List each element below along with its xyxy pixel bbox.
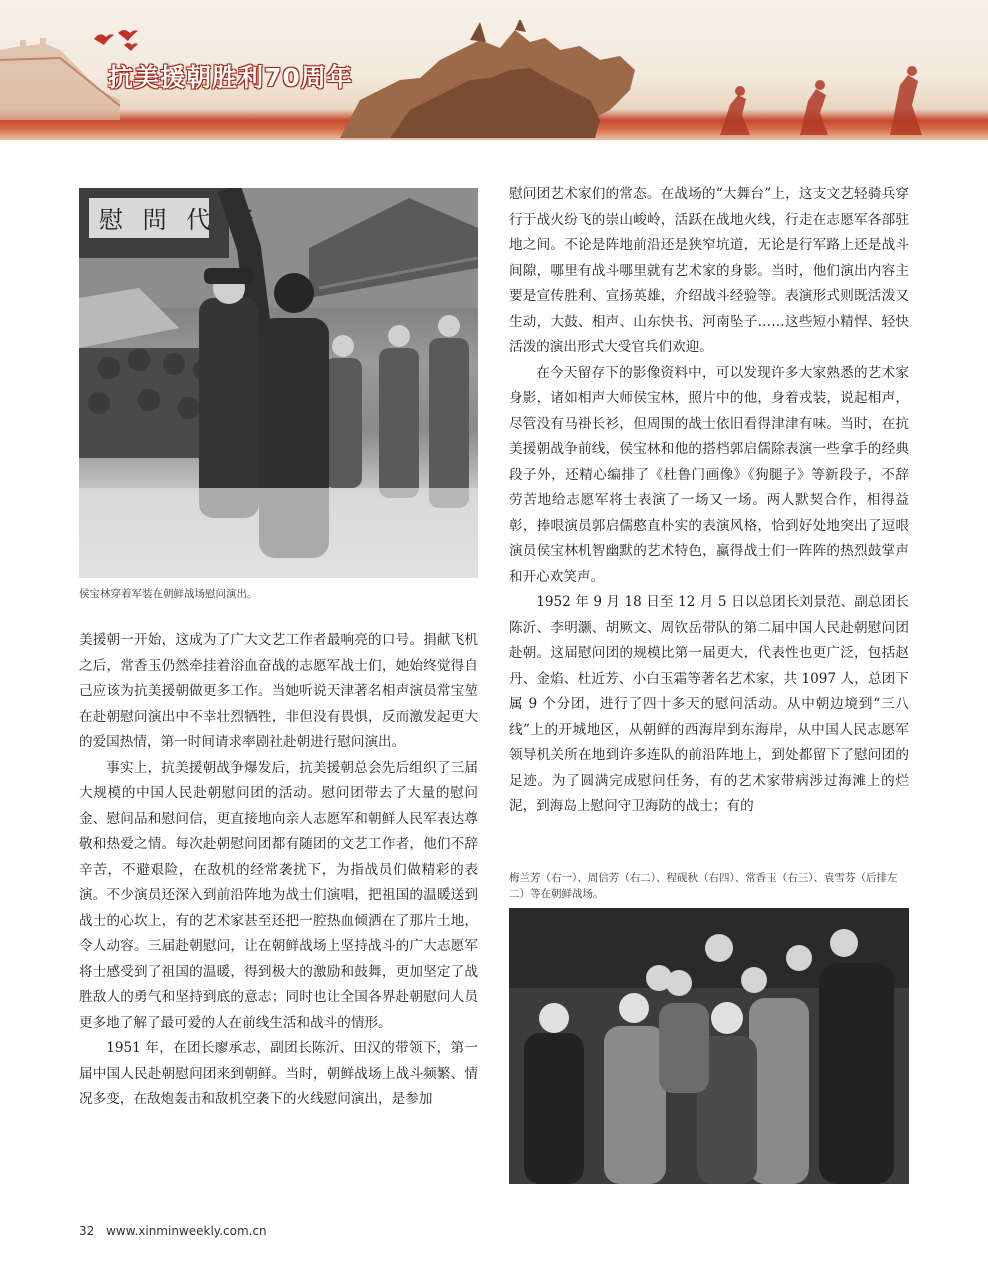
photo-banner-text: 慰 問 代 表	[99, 206, 260, 234]
page-banner	[0, 0, 988, 140]
group-portrait-graphic	[509, 908, 909, 1184]
soldier-sculpture-graphic	[330, 20, 650, 138]
paragraph: 1951 年，在团长廖承志，副团长陈沂、田汉的带领下，第一届中国人民赴朝慰问团来到朝鲜。当时，朝鲜战场上战斗频繁、情况多变，在敌炮轰击和敌机空袭下的火线慰问演出，是参加	[79, 1040, 478, 1107]
website-link[interactable]: www.xinminweekly.com.cn	[106, 1224, 267, 1238]
page-number: 32	[79, 1224, 95, 1238]
banner-title: 抗美援朝胜利70周年	[108, 63, 353, 92]
right-column-text	[509, 182, 909, 820]
photo-artists-group	[509, 908, 909, 1184]
photo1-caption: 侯宝林穿着军装在朝鲜战场慰问演出。	[79, 588, 258, 600]
paragraph: 美援朝一开始，这成为了广大文艺工作者最响亮的口号。捐献飞机之后，常香玉仍然牵挂着浴血奋战的志愿军战士们，她始终觉得自己应该为抗美援朝做更多工作。当她听说天津著名相声演员常宝堃在赴朝慰问演出中不幸壮烈牺牲，非但没有畏惧，反而激发起更大的爱国热情，第一时间请求率剧社赴朝进行慰问演出。	[79, 632, 478, 750]
paragraph: 事实上，抗美援朝战争爆发后，抗美援朝总会先后组织了三届大规模的中国人民赴朝慰问团的活动。慰问团带去了大量的慰问金、慰问品和慰问信，更直接地向亲人志愿军和朝鲜人民军表达尊敬和热爱之情。每次赴朝慰问团都有随团的文艺工作者，他们不辞辛苦，不避艰险，在敌机的经常袭扰下，为指战员们做精彩的表演。不少演员还深入到前沿阵地为战士们演唱，把祖国的温暖送到战士的心坎上，有的艺术家甚至还把一腔热血倾洒在了那片土地，令人动容。三届赴朝慰问，让在朝鲜战场上坚持战斗的广大志愿军将士感受到了祖国的温暖，得到极大的激励和鼓舞，更加坚定了战胜敌人的勇气和坚持到底的意志；同时也让全国各界赴朝慰问人员更多地了解了最可爱的人在前线生活和战斗的情形。	[79, 759, 478, 1031]
page-footer	[79, 1224, 267, 1238]
photo2-caption: 梅兰芳（右一）、周信芳（右二）、程砚秋（右四）、常香玉（右三）、袁雪芬（后排左二）等在朝鲜战场。	[509, 872, 898, 900]
left-column-text	[79, 628, 478, 1113]
photo-hou-baolin-performing	[79, 188, 478, 578]
charging-soldiers-graphic	[690, 55, 988, 135]
paragraph: 在今天留存下的影像资料中，可以发现许多大家熟悉的艺术家身影，诸如相声大师侯宝林，照片中的他，身着戎装，说起相声，尽管没有马褂长衫，但周围的战士依旧看得津津有味。当时，在抗美援朝战争前线，侯宝林和他的搭档郭启儒除表演一些拿手的经典段子外，还精心编排了《杜鲁门画像》《狗腿子》等新段子，不辞劳苦地给志愿军将士表演了一场又一场。两人默契合作，相得益彰，捧哏演员郭启儒憨直朴实的表演风格，恰到好处地突出了逗哏演员侯宝林机智幽默的艺术特色，赢得战士们一阵阵的热烈鼓掌声和开心欢笑声。	[509, 364, 909, 585]
paragraph: 1952 年 9 月 18 日至 12 月 5 日以总团长刘景范、副总团长陈沂、李明灏、胡厥文、周钦岳带队的第二届中国人民赴朝慰问团赴朝。这届慰问团的规模比第一届更大，代表性也更广泛，包括赵丹、金焰、杜近芳、小白玉霜等著名艺术家，共 1097 人，总团下属 9 个分团，进行了四十多天的慰问活动。从中朝边境到“三八线”上的开城地区，从朝鲜的西海岸到东海岸，从中国人民志愿军领导机关所在地到许多连队的前沿阵地上，到处都留下了慰问团的足迹。为了圆满完成慰问任务，有的艺术家带病涉过海滩上的烂泥，到海岛上慰问守卫海防的战士；有的	[509, 594, 909, 814]
paragraph: 慰问团艺术家们的常态。在战场的“大舞台”上，这支文艺轻骑兵穿行于战火纷飞的崇山峻岭，活跃在战地火线，行走在志愿军各部驻地之间。不论是阵地前沿还是狭窄坑道，无论是行军路上还是战斗间隙，哪里有战斗哪里就有艺术家的身影。当时，他们演出内容主要是宣传胜利、宣扬英雄，介绍战斗经验等。表演形式则既活泼又生动，大鼓、相声、山东快书、河南坠子……这些短小精悍、轻快活泼的演出形式大受官兵们欢迎。	[509, 186, 909, 355]
doves-icon	[90, 25, 150, 53]
performance-scene-graphic	[79, 188, 478, 578]
